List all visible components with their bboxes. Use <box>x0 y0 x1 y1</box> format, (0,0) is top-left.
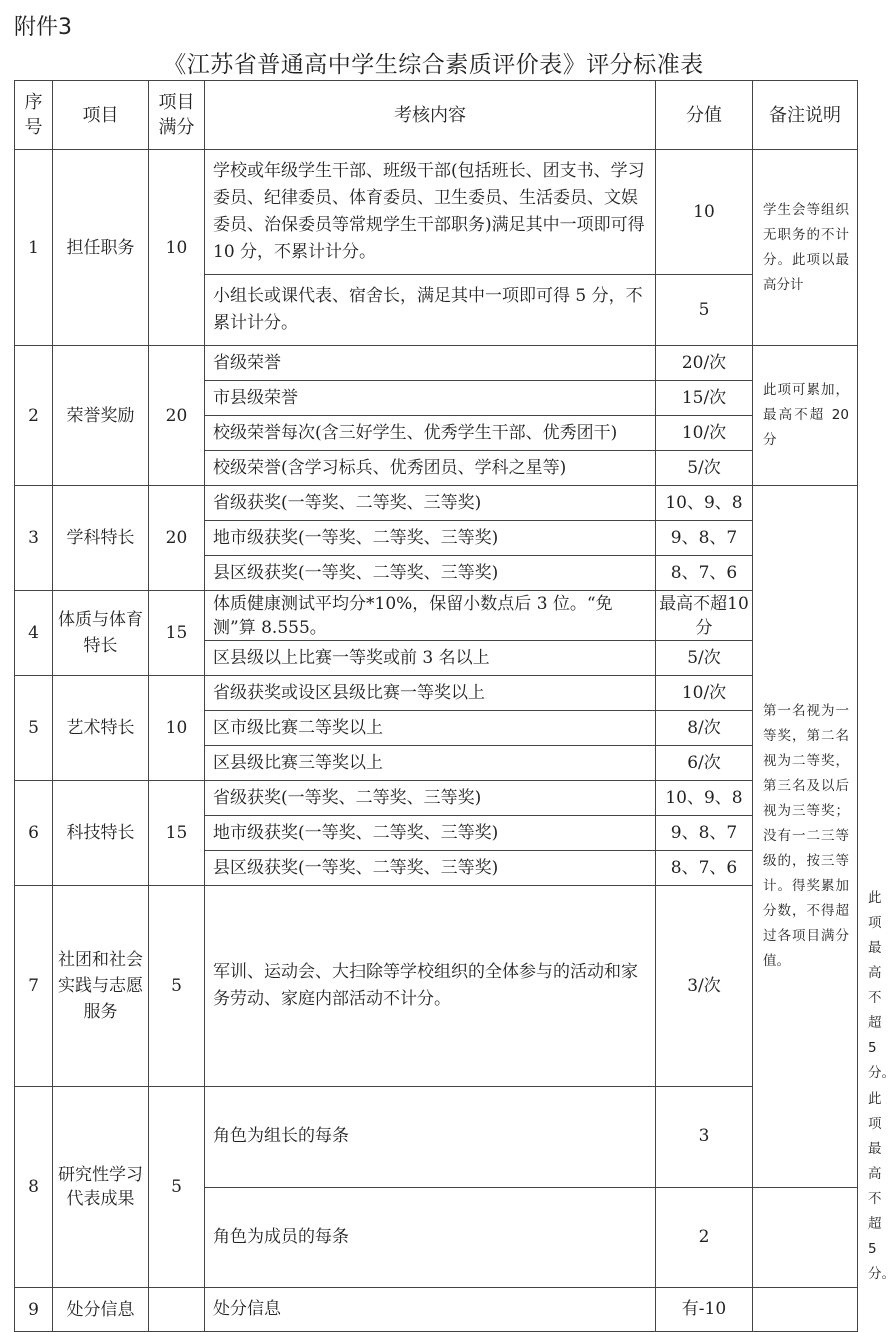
score-value: 最高不超10 分 <box>656 591 753 641</box>
score-value: 8、7、6 <box>656 851 753 886</box>
header-no: 序号 <box>15 81 53 150</box>
score-value: 5 <box>656 275 753 346</box>
section-no: 9 <box>15 1288 53 1332</box>
table-row: 7 社团和社会实践与志愿服务 5 军训、运动会、大扫除等学校组织的全体参与的活动和家务劳动、家庭内部活动不计分。 3/次 此项最高不超 5 分。 <box>15 886 858 1087</box>
score-value: 2 <box>656 1187 753 1288</box>
score-value: 10/次 <box>656 676 753 711</box>
score-value: 15/次 <box>656 381 753 416</box>
section-item: 担任职务 <box>53 150 149 346</box>
score-value: 5/次 <box>656 641 753 676</box>
section-item: 科技特长 <box>53 781 149 886</box>
section-full-score: 20 <box>149 486 205 591</box>
header-row <box>15 81 858 150</box>
header-item: 项目 <box>53 81 149 150</box>
section-item: 体质与体育特长 <box>53 591 149 676</box>
section-full-score: 5 <box>149 886 205 1087</box>
assessment-content: 地市级获奖(一等奖、二等奖、三等奖) <box>205 816 656 851</box>
table-row <box>15 676 858 711</box>
assessment-content: 区县级以上比赛一等奖或前 3 名以上 <box>205 641 656 676</box>
section-no: 7 <box>15 886 53 1087</box>
assessment-content: 省级荣誉 <box>205 346 656 381</box>
remark-note-shared: 第一名视为一等奖，第二名视为二等奖，第三名及以后视为三等奖；没有一二三等级的，按三等计。得奖累加分数，不得超过各项目满分值。 <box>753 486 858 1188</box>
score-value: 3 <box>656 1087 753 1188</box>
table-row <box>15 150 858 275</box>
section-full-score: 10 <box>149 150 205 346</box>
score-value: 6/次 <box>656 746 753 781</box>
assessment-content: 军训、运动会、大扫除等学校组织的全体参与的活动和家务劳动、家庭内部活动不计分。 <box>205 886 656 1087</box>
section-full-score: 15 <box>149 781 205 886</box>
section-no: 2 <box>15 346 53 486</box>
section-item: 艺术特长 <box>53 676 149 781</box>
score-value: 20/次 <box>656 346 753 381</box>
assessment-content: 体质健康测试平均分*10%，保留小数点后 3 位。“免测”算 8.555。 <box>205 591 656 641</box>
score-value: 有-10 <box>656 1288 753 1332</box>
assessment-content: 省级获奖(一等奖、二等奖、三等奖) <box>205 486 656 521</box>
table-row <box>15 346 858 381</box>
score-value: 5/次 <box>656 451 753 486</box>
assessment-content: 校级荣誉(含学习标兵、优秀团员、学科之星等) <box>205 451 656 486</box>
section-no: 1 <box>15 150 53 346</box>
table-row <box>15 486 858 521</box>
section-no: 8 <box>15 1087 53 1288</box>
assessment-content: 角色为成员的每条 <box>205 1187 656 1288</box>
assessment-content: 区市级比赛二等奖以上 <box>205 711 656 746</box>
section-full-score: 5 <box>149 1087 205 1288</box>
section-item: 荣誉奖励 <box>53 346 149 486</box>
table-row: 8 研究性学习代表成果 5 角色为组长的每条 3 此项最高不超 5 分。 <box>15 1087 858 1188</box>
score-value: 10 <box>656 150 753 275</box>
header-content: 考核内容 <box>205 81 656 150</box>
assessment-content: 处分信息 <box>205 1288 656 1332</box>
score-value: 9、8、7 <box>656 816 753 851</box>
section-full-score: 10 <box>149 676 205 781</box>
assessment-content: 县区级获奖(一等奖、二等奖、三等奖) <box>205 851 656 886</box>
assessment-content: 小组长或课代表、宿舍长，满足其中一项即可得 5 分，不累计计分。 <box>205 275 656 346</box>
section-item: 学科特长 <box>53 486 149 591</box>
assessment-content: 县区级获奖(一等奖、二等奖、三等奖) <box>205 556 656 591</box>
score-value: 8、7、6 <box>656 556 753 591</box>
section-no: 4 <box>15 591 53 676</box>
score-value: 10、9、8 <box>656 486 753 521</box>
section-full-score: 15 <box>149 591 205 676</box>
assessment-content: 校级荣誉每次(含三好学生、优秀学生干部、优秀团干) <box>205 416 656 451</box>
remark-note: 此项可累加，最高不超 20 分 <box>753 346 858 486</box>
table-row <box>15 781 858 816</box>
section-full-score: 20 <box>149 346 205 486</box>
header-note: 备注说明 <box>753 81 858 150</box>
document-title: 《江苏省普通高中学生综合素质评价表》评分标准表 <box>163 52 704 78</box>
section-item: 处分信息 <box>53 1288 149 1332</box>
attachment-label: 附件3 <box>14 15 72 40</box>
score-value: 9、8、7 <box>656 521 753 556</box>
section-no: 3 <box>15 486 53 591</box>
table-row <box>15 1288 858 1332</box>
remark-note <box>753 1288 858 1332</box>
assessment-content: 地市级获奖(一等奖、二等奖、三等奖) <box>205 521 656 556</box>
section-item: 研究性学习代表成果 <box>53 1087 149 1288</box>
section-no: 5 <box>15 676 53 781</box>
section-item: 社团和社会实践与志愿服务 <box>53 886 149 1087</box>
score-value: 10/次 <box>656 416 753 451</box>
score-value: 3/次 <box>656 886 753 1087</box>
remark-note: 学生会等组织无职务的不计分。此项以最高分计 <box>753 150 858 346</box>
assessment-content: 省级获奖或设区县级比赛一等奖以上 <box>205 676 656 711</box>
assessment-content: 省级获奖(一等奖、二等奖、三等奖) <box>205 781 656 816</box>
assessment-content: 学校或年级学生干部、班级干部(包括班长、团支书、学习委员、纪律委员、体育委员、卫生委员、生活委员、文娱委员、治保委员等常规学生干部职务)满足其中一项即可得 10 分，不累计计分。 <box>205 150 656 275</box>
section-full-score <box>149 1288 205 1332</box>
table-row <box>15 591 858 641</box>
header-full-score: 项目满分 <box>149 81 205 150</box>
assessment-content: 角色为组长的每条 <box>205 1087 656 1188</box>
score-value: 10、9、8 <box>656 781 753 816</box>
score-value: 8/次 <box>656 711 753 746</box>
header-score: 分值 <box>656 81 753 150</box>
assessment-content: 市县级荣誉 <box>205 381 656 416</box>
assessment-content: 区县级比赛三等奖以上 <box>205 746 656 781</box>
section-no: 6 <box>15 781 53 886</box>
scoring-table <box>14 80 895 1332</box>
